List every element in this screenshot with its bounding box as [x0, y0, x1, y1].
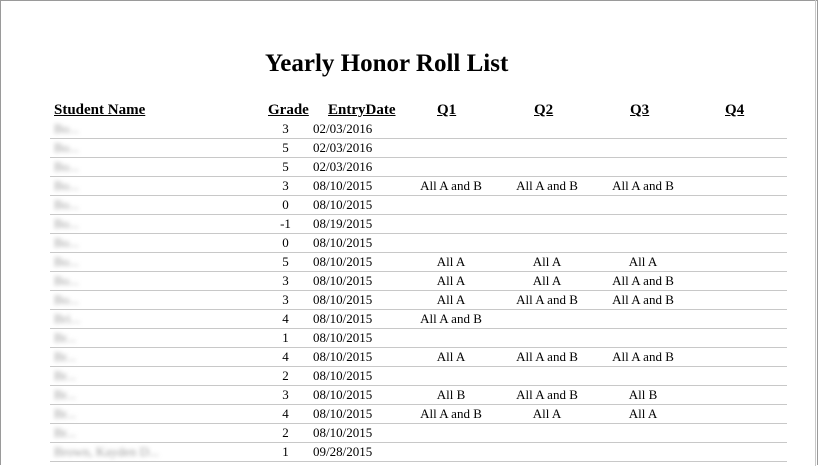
cell-q3: [595, 215, 691, 234]
cell-q2: All A and B: [499, 177, 595, 196]
cell-q3: All A and B: [595, 348, 691, 367]
cell-student-name: [50, 367, 258, 386]
cell-q1: [403, 215, 499, 234]
cell-student-name: [50, 234, 258, 253]
cell-student-name: [50, 196, 258, 215]
cell-q2: [499, 234, 595, 253]
cell-q3: [595, 234, 691, 253]
cell-grade: 3: [258, 120, 313, 139]
cell-entry-date: 08/10/2015: [313, 310, 403, 329]
cell-q3: All A and B: [595, 291, 691, 310]
cell-q1: All A: [403, 291, 499, 310]
cell-q1: [403, 120, 499, 139]
cell-q2: [499, 329, 595, 348]
cell-grade: 3: [258, 272, 313, 291]
cell-grade: 2: [258, 424, 313, 443]
cell-entry-date: 02/03/2016: [313, 139, 403, 158]
table-row: [50, 310, 787, 329]
cell-student-name: [50, 291, 258, 310]
cell-grade: 5: [258, 158, 313, 177]
table-row: [50, 234, 787, 253]
table-row: [50, 329, 787, 348]
cell-q3: [595, 310, 691, 329]
cell-q3: All A and B: [595, 272, 691, 291]
cell-student-name: [50, 215, 258, 234]
cell-q1: All B: [403, 386, 499, 405]
cell-entry-date: 08/10/2015: [313, 196, 403, 215]
cell-q4: [691, 367, 787, 386]
redacted-student-name: Br...: [54, 330, 77, 345]
cell-q2: [499, 139, 595, 158]
cell-q2: All A and B: [499, 291, 595, 310]
cell-q2: [499, 196, 595, 215]
page-title: Yearly Honor Roll List: [265, 50, 509, 77]
redacted-student-name: Br...: [54, 406, 77, 421]
cell-q3: [595, 139, 691, 158]
cell-q3: All A: [595, 405, 691, 424]
table-row: [50, 120, 787, 139]
cell-q1: All A: [403, 253, 499, 272]
table-row: [50, 291, 787, 310]
redacted-student-name: Bo...: [54, 140, 79, 155]
redacted-student-name: Br...: [54, 425, 77, 440]
cell-grade: 4: [258, 310, 313, 329]
page-edge: [815, 0, 816, 466]
redacted-student-name: Bo...: [54, 254, 79, 269]
cell-student-name: [50, 177, 258, 196]
table-row: [50, 158, 787, 177]
header-q2: Q2: [534, 102, 554, 118]
cell-q1: [403, 329, 499, 348]
table-row: [50, 386, 787, 405]
cell-q4: [691, 120, 787, 139]
header-q4: Q4: [725, 102, 745, 118]
redacted-student-name: Bo...: [54, 159, 79, 174]
cell-q1: [403, 424, 499, 443]
header-q1: Q1: [437, 102, 457, 118]
cell-q3: [595, 424, 691, 443]
cell-student-name: [50, 329, 258, 348]
cell-q1: [403, 139, 499, 158]
cell-student-name: [50, 443, 258, 462]
cell-q3: [595, 120, 691, 139]
cell-student-name: [50, 120, 258, 139]
header-entry-date: EntryDate: [328, 102, 396, 118]
cell-q4: [691, 405, 787, 424]
cell-grade: 4: [258, 405, 313, 424]
cell-q4: [691, 348, 787, 367]
cell-entry-date: 08/10/2015: [313, 424, 403, 443]
redacted-student-name: Brown, Kayden D...: [54, 444, 159, 459]
cell-q3: [595, 329, 691, 348]
cell-entry-date: 08/10/2015: [313, 234, 403, 253]
cell-q4: [691, 424, 787, 443]
cell-q2: [499, 310, 595, 329]
cell-grade: 3: [258, 177, 313, 196]
cell-q4: [691, 215, 787, 234]
table-row: [50, 443, 787, 462]
cell-q2: All A: [499, 253, 595, 272]
redacted-student-name: Bo...: [54, 121, 79, 136]
cell-q1: [403, 196, 499, 215]
cell-q1: All A: [403, 348, 499, 367]
table-row: [50, 196, 787, 215]
table-row: [50, 405, 787, 424]
header-grade: Grade: [268, 102, 309, 118]
cell-q4: [691, 234, 787, 253]
cell-q4: [691, 329, 787, 348]
cell-student-name: [50, 158, 258, 177]
cell-q1: All A and B: [403, 405, 499, 424]
cell-entry-date: 08/10/2015: [313, 405, 403, 424]
table-row: [50, 177, 787, 196]
redacted-student-name: Br...: [54, 387, 77, 402]
cell-q2: [499, 424, 595, 443]
cell-q4: [691, 386, 787, 405]
cell-entry-date: 08/10/2015: [313, 367, 403, 386]
cell-q4: [691, 196, 787, 215]
redacted-student-name: Bo...: [54, 216, 79, 231]
cell-q3: All A and B: [595, 177, 691, 196]
cell-entry-date: 08/10/2015: [313, 348, 403, 367]
cell-q4: [691, 291, 787, 310]
cell-q1: [403, 234, 499, 253]
cell-q3: [595, 158, 691, 177]
cell-student-name: [50, 348, 258, 367]
redacted-student-name: Bo...: [54, 273, 79, 288]
cell-student-name: [50, 405, 258, 424]
redacted-student-name: Br...: [54, 349, 77, 364]
cell-q1: [403, 158, 499, 177]
cell-entry-date: 08/10/2015: [313, 177, 403, 196]
cell-grade: 5: [258, 139, 313, 158]
cell-entry-date: 08/19/2015: [313, 215, 403, 234]
honor-roll-table: [50, 120, 787, 462]
cell-grade: 4: [258, 348, 313, 367]
cell-grade: -1: [258, 215, 313, 234]
cell-grade: 3: [258, 386, 313, 405]
redacted-student-name: Bo...: [54, 235, 79, 250]
cell-q1: All A and B: [403, 310, 499, 329]
table-row: [50, 253, 787, 272]
cell-grade: 1: [258, 329, 313, 348]
cell-q1: All A: [403, 272, 499, 291]
cell-q2: All A: [499, 272, 595, 291]
redacted-student-name: Br...: [54, 368, 77, 383]
cell-student-name: [50, 253, 258, 272]
table-row: [50, 424, 787, 443]
cell-entry-date: 09/28/2015: [313, 443, 403, 462]
cell-q2: [499, 215, 595, 234]
header-student-name: Student Name: [54, 102, 146, 118]
cell-grade: 3: [258, 291, 313, 310]
table-row: [50, 367, 787, 386]
redacted-student-name: Bo...: [54, 197, 79, 212]
redacted-student-name: Bo...: [54, 292, 79, 307]
cell-grade: 0: [258, 234, 313, 253]
cell-entry-date: 02/03/2016: [313, 120, 403, 139]
cell-q3: [595, 443, 691, 462]
cell-q3: All A: [595, 253, 691, 272]
cell-grade: 2: [258, 367, 313, 386]
redacted-student-name: Bri...: [54, 311, 81, 326]
cell-q3: [595, 367, 691, 386]
cell-grade: 5: [258, 253, 313, 272]
cell-entry-date: 08/10/2015: [313, 291, 403, 310]
cell-q2: All A and B: [499, 348, 595, 367]
cell-q4: [691, 443, 787, 462]
cell-student-name: [50, 424, 258, 443]
table-row: [50, 139, 787, 158]
redacted-student-name: Bo...: [54, 178, 79, 193]
cell-q4: [691, 272, 787, 291]
cell-entry-date: 08/10/2015: [313, 272, 403, 291]
cell-q4: [691, 310, 787, 329]
cell-student-name: [50, 386, 258, 405]
cell-q1: All A and B: [403, 177, 499, 196]
cell-q1: [403, 443, 499, 462]
cell-grade: 0: [258, 196, 313, 215]
cell-student-name: [50, 139, 258, 158]
table-row: [50, 348, 787, 367]
cell-grade: 1: [258, 443, 313, 462]
table-row: [50, 215, 787, 234]
cell-q3: All B: [595, 386, 691, 405]
cell-entry-date: 08/10/2015: [313, 329, 403, 348]
cell-q4: [691, 253, 787, 272]
cell-q2: [499, 367, 595, 386]
cell-q2: All A: [499, 405, 595, 424]
table-row: [50, 272, 787, 291]
cell-entry-date: 08/10/2015: [313, 386, 403, 405]
cell-q4: [691, 139, 787, 158]
cell-q3: [595, 196, 691, 215]
cell-student-name: [50, 272, 258, 291]
cell-entry-date: 08/10/2015: [313, 253, 403, 272]
cell-q4: [691, 158, 787, 177]
cell-q2: [499, 443, 595, 462]
cell-q2: All A and B: [499, 386, 595, 405]
cell-entry-date: 02/03/2016: [313, 158, 403, 177]
cell-q1: [403, 367, 499, 386]
cell-q4: [691, 177, 787, 196]
cell-q2: [499, 120, 595, 139]
cell-student-name: [50, 310, 258, 329]
cell-q2: [499, 158, 595, 177]
header-q3: Q3: [630, 102, 650, 118]
